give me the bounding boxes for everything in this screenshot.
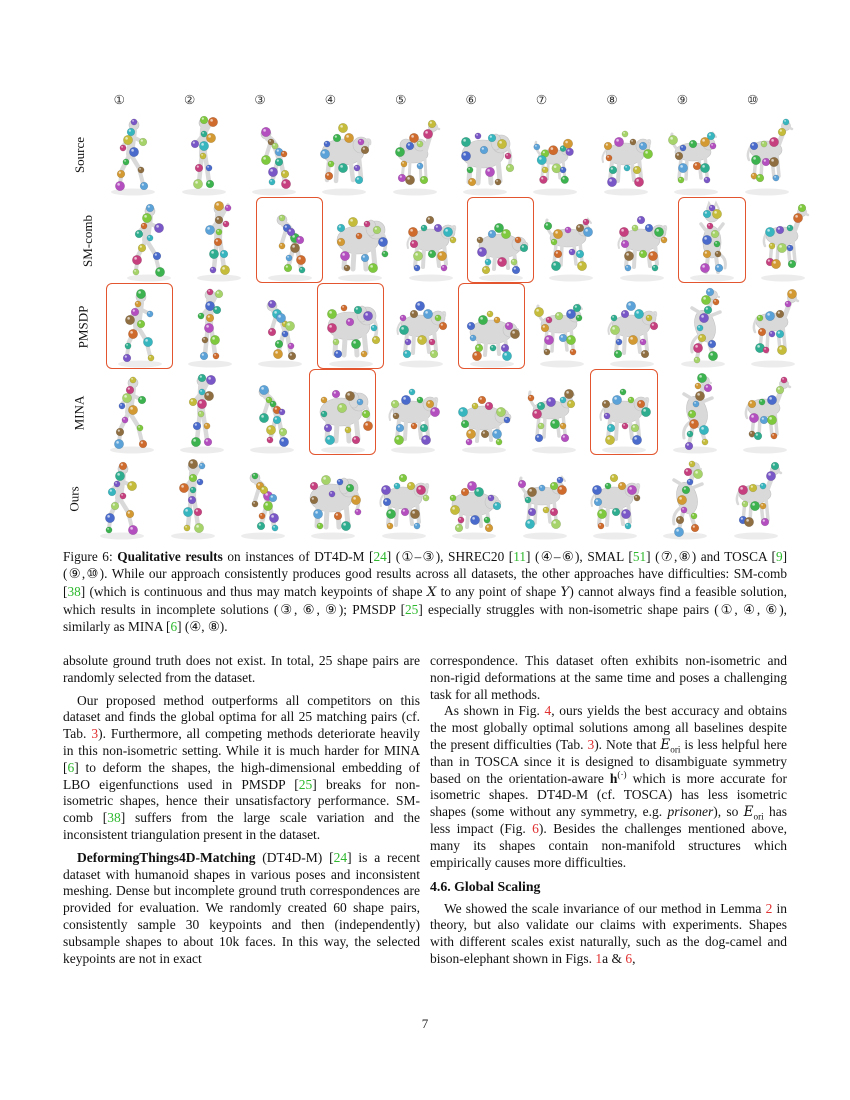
figure-cell-mina-4 [308, 370, 378, 456]
text-segment: ] (⑨,⑩). While our approach consistently produces good results across all datasets, the other approaches have difficulties: SM-comb [ [63, 549, 788, 599]
figure-cell-ours-9 [650, 456, 720, 542]
figure-row [62, 112, 790, 198]
text-segment: (DT4D-M) [ [255, 849, 334, 865]
figure-cell-ours-1 [87, 456, 157, 542]
text-segment: has less impact (Fig. [430, 804, 788, 836]
figure-col-number: ⑩ [747, 92, 759, 107]
text-segment: h [609, 770, 618, 786]
body-column-right [430, 653, 787, 968]
text-segment: in theory, but also validate our claims with experiments. Shapes with different scales exist naturally, such as the dog-camel and bison-elephant shown in Figs. [430, 900, 787, 966]
figure-cell-ours-5 [369, 456, 439, 542]
figure-cell-ours-6 [439, 456, 509, 542]
text-segment: ). Besides the challenges mentioned above, many its shapes contain non-manifold structures which empirically causes more difficulties. [430, 820, 787, 870]
text-segment: ] suffers from the large scale variation and the inconsistent triangulation present in the dataset. [63, 810, 421, 842]
figure-row-label-sm-comb [62, 198, 114, 284]
paragraph [430, 901, 787, 968]
text-segment: (·) [617, 769, 627, 780]
figure-cell-source-1 [98, 112, 168, 198]
figure-cell-sm-comb-8 [607, 198, 677, 284]
figure-cell-mina-6 [449, 370, 519, 456]
text-segment: correspondence. This dataset often exhibits non-isometric and non-rigid deformations at the same time and poses a challenging task for all methods. [430, 653, 787, 702]
figure-cell-ours-8 [580, 456, 650, 542]
figure-col-number: ④ [324, 92, 336, 107]
figure-cell-mina-10 [730, 370, 800, 456]
text-segment: Qualitative results [117, 549, 223, 564]
figure-row [62, 284, 790, 370]
row-label-text: Source [72, 136, 88, 174]
internal-ref-link[interactable]: 4 [544, 703, 552, 719]
figure-cell-source-2 [169, 112, 239, 198]
figure-row [62, 370, 790, 456]
internal-ref-link[interactable]: 2 [765, 900, 773, 916]
text-segment: Figure 6: [63, 549, 118, 564]
figure-cell-source-7 [520, 112, 590, 198]
citation-link[interactable]: 11 [513, 549, 527, 564]
figure-cell-pmsdp-9 [668, 284, 738, 370]
figure-cell-mina-8 [589, 370, 659, 456]
figure-cell-pmsdp-10 [738, 284, 808, 370]
figure-cell-mina-3 [237, 370, 307, 456]
figure-col-number: ③ [254, 92, 266, 107]
citation-link[interactable]: 38 [67, 583, 81, 599]
figure-cell-ours-4 [298, 456, 368, 542]
figure-cell-ours-2 [158, 456, 228, 542]
figure-column-numbers [84, 90, 790, 112]
citation-link[interactable]: 24 [333, 849, 348, 865]
text-segment: E [660, 736, 671, 753]
body-column-left [63, 653, 420, 967]
text-segment: E [743, 804, 754, 821]
citation-link[interactable]: 6 [170, 619, 178, 635]
paragraph [430, 653, 787, 703]
text-segment: ori [753, 811, 764, 822]
text-segment: ] is a recent dataset with humanoid shapes in various poses and inconsistent meshing. Dense but incomplete ground truth correspondences are provided for evaluation. We randomly created 60 shape pairs, consistently sample 30 keypoints and then (independently) subsample shapes to about 10k faces. In this way, the selected keypoints are not in exact [63, 849, 421, 966]
row-label-text: MINA [71, 395, 87, 431]
figure-col-number: ⑨ [676, 92, 688, 107]
figure-cell-pmsdp-4 [316, 284, 386, 370]
text-segment: which is more accurate for isometric shapes. DT4D-M (cf. TOSCA) has less isometric shapes (some without any symmetry, e.g. [430, 770, 787, 820]
row-label-text: Ours [66, 486, 82, 512]
figure-cell-sm-comb-10 [748, 198, 818, 284]
citation-link[interactable]: 25 [298, 776, 313, 792]
text-segment: ] (①–③), SHREC20 [ [386, 549, 514, 564]
figure-cell-sm-comb-3 [255, 198, 325, 284]
page-number: 7 [421, 1016, 429, 1031]
figure-cell-source-6 [450, 112, 520, 198]
figure-cell-sm-comb-4 [325, 198, 395, 284]
internal-ref-link[interactable]: 3 [91, 726, 99, 742]
citation-link[interactable]: 51 [632, 549, 647, 564]
figure-cell-pmsdp-6 [457, 284, 527, 370]
figure-cell-source-8 [591, 112, 661, 198]
internal-ref-link[interactable]: 3 [587, 736, 595, 752]
text-segment: absolute ground truth does not exist. In total, 25 shape pairs are randomly selected from the dataset. [63, 653, 420, 685]
citation-link[interactable]: 38 [107, 810, 121, 826]
text-segment: is less helpful here than in TOSCA since it is designed to disambiguate symmetry based on the orientation-aware [430, 736, 787, 786]
figure-row-label-mina [62, 370, 97, 456]
text-segment: ). Note that [594, 736, 661, 752]
internal-ref-link[interactable]: 1 [595, 950, 603, 966]
text-segment: Y [560, 584, 570, 600]
text-segment: to any point of shape [436, 583, 561, 599]
figure-cell-source-5 [380, 112, 450, 198]
figure-cell-mina-2 [167, 370, 237, 456]
figure-cell-mina-7 [519, 370, 589, 456]
text-segment: DeformingThings4D-Matching [77, 849, 256, 865]
figure-cell-sm-comb-7 [536, 198, 606, 284]
text-segment: on instances of DT4D-M [ [222, 549, 374, 564]
paragraph [430, 703, 787, 871]
text-segment: X [426, 584, 437, 600]
figure-col-number: ⑦ [535, 92, 548, 107]
figure-cell-sm-comb-6 [466, 198, 536, 284]
figure-row-label-source [62, 112, 98, 198]
text-segment: ] especially struggles with non-isometric shape pairs (①, ④, ⑥), similarly as MINA [ [63, 601, 787, 635]
citation-link[interactable]: 24 [373, 549, 387, 564]
figure-cell-source-10 [732, 112, 802, 198]
figure-6 [62, 90, 790, 542]
text-segment: ori [670, 744, 681, 755]
text-segment: a & [602, 950, 626, 966]
paragraph [63, 653, 420, 687]
text-segment: As shown in Fig. [444, 703, 545, 719]
internal-ref-link[interactable]: 6 [625, 950, 633, 966]
text-segment: ] (④, ⑧). [177, 619, 228, 635]
figure-row [62, 456, 790, 542]
figure-cell-source-4 [309, 112, 379, 198]
text-segment: Our proposed method outperforms all competitors on this dataset and finds the global optima for all 25 matching pairs (cf. Tab. [63, 692, 420, 742]
section-heading: 4.6. Global Scaling [430, 879, 541, 895]
text-segment: ] breaks for non-isometric shapes, hence their unsatisfactory performance. SM-comb [ [63, 776, 420, 826]
figure-cell-pmsdp-1 [105, 284, 175, 370]
text-segment: ] (④–⑥), SMAL [ [526, 549, 633, 564]
row-label-text: PMSDP [75, 305, 91, 349]
text-segment: ), so [713, 804, 744, 820]
figure-col-number: ⑥ [465, 92, 477, 107]
citation-link[interactable]: 9 [775, 549, 783, 564]
text-segment: , [632, 950, 636, 966]
figure-cell-source-3 [239, 112, 309, 198]
figure-cell-pmsdp-7 [527, 284, 597, 370]
figure-row [62, 198, 790, 284]
figure-cell-sm-comb-9 [677, 198, 747, 284]
text-segment: We showed the scale invariance of our method in Lemma [444, 900, 766, 916]
figure-cell-ours-3 [228, 456, 298, 542]
figure-cell-ours-7 [510, 456, 580, 542]
figure-cell-pmsdp-3 [245, 284, 315, 370]
figure-col-number: ⑧ [606, 92, 618, 107]
figure-cell-mina-5 [378, 370, 448, 456]
figure-row-label-pmsdp [62, 284, 105, 370]
figure-row-label-ours [62, 456, 87, 542]
figure-cell-sm-comb-5 [396, 198, 466, 284]
text-segment: ] to deform the shapes, the high-dimensional embedding of LBO eigenfunctions used in PMSDP [ [63, 759, 420, 792]
figure-col-number: ① [113, 92, 125, 107]
row-label-text: SM-comb [80, 215, 95, 267]
figure-col-number: ⑤ [395, 92, 407, 107]
internal-ref-link[interactable]: 6 [532, 820, 539, 836]
figure-cell-pmsdp-5 [386, 284, 456, 370]
text-segment: , ours yields the best accuracy and obtains the most globally optimal solutions among all baselines despite the present difficulties (Tab. [430, 703, 788, 752]
text-segment: ] (⑦,⑧) and TOSCA [ [646, 549, 776, 564]
text-segment: ) cannot always find a feasible solution, which results in incomplete solutions (③, ⑥, ⑨); PMSDP [ [63, 583, 787, 617]
citation-link[interactable]: 6 [67, 759, 75, 775]
figure-grid [62, 112, 790, 542]
text-segment: prisoner [667, 804, 714, 820]
figure-cell-sm-comb-2 [184, 198, 254, 284]
figure-cell-mina-1 [97, 370, 167, 456]
figure-col-number: ② [183, 92, 196, 107]
figure-cell-pmsdp-2 [175, 284, 245, 370]
text-segment: ] (which is continuous and thus may match keypoints of shape [80, 583, 427, 599]
figure-cell-pmsdp-8 [597, 284, 667, 370]
paragraph [63, 693, 420, 844]
citation-link[interactable]: 25 [405, 601, 419, 617]
figure-cell-sm-comb-1 [114, 198, 184, 284]
text-segment: ). Furthermore, all competing methods deteriorate heavily in this non-isometric setting. While it is much harder for MINA [ [63, 726, 420, 775]
figure-cell-mina-9 [660, 370, 730, 456]
paragraph [63, 850, 420, 968]
figure-cell-ours-10 [721, 456, 791, 542]
figure-caption [63, 548, 787, 635]
figure-cell-source-9 [661, 112, 731, 198]
